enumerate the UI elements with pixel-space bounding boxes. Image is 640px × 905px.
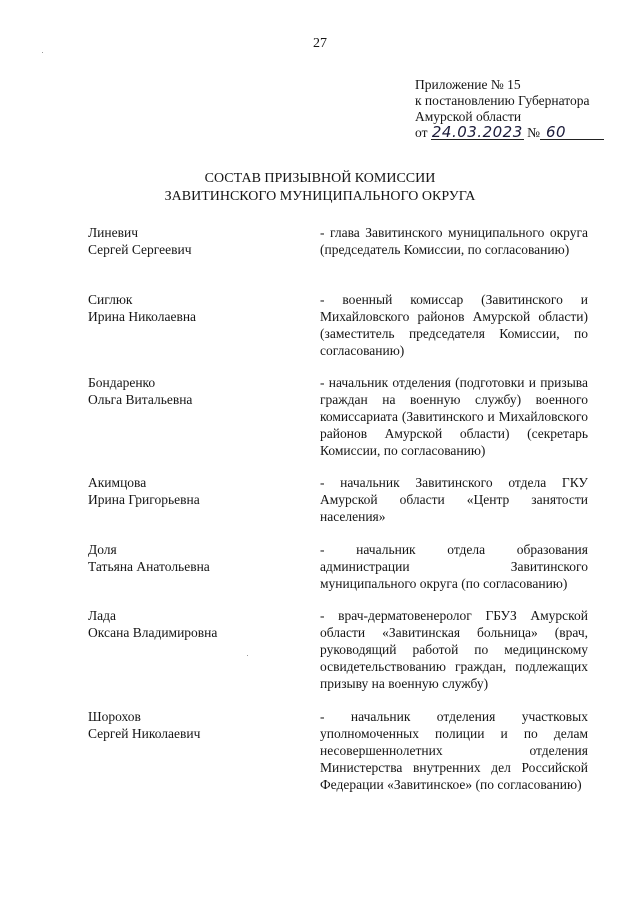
member-surname: Линевич — [88, 225, 138, 240]
member-role: - военный комиссар (Завитинского и Михайловского районов Амурской области) (заместитель председателя Комиссии, по согласованию) — [320, 292, 588, 358]
title-line-1: СОСТАВ ПРИЗЫВНОЙ КОМИССИИ — [204, 171, 436, 186]
member-name — [88, 708, 288, 742]
member-surname: Сиглюк — [88, 292, 133, 307]
annex-block — [415, 77, 615, 141]
member-given-names: Ирина Николаевна — [88, 309, 197, 324]
member-name — [88, 541, 288, 575]
annex-region-line: Амурской области — [415, 109, 522, 124]
member-surname: Доля — [88, 542, 117, 557]
page-number: 27 — [313, 36, 327, 51]
member-surname: Лада — [88, 608, 117, 623]
member-role: - врач-дерматовенеролог ГБУЗ Амурской области «Завитинская больница» (врач, руководящий работой по медицинскому освидетельствованию граждан, подлежащих призыву на военную службу) — [320, 608, 588, 691]
member-name — [88, 291, 288, 325]
title-line-2: ЗАВИТИНСКОГО МУНИЦИПАЛЬНОГО ОКРУГА — [164, 189, 476, 204]
member-role: - начальник отделения (подготовки и призыва граждан на военную службу) военного комиссариата (Завитинского и Михайловского районов Амурской области) (секретарь Комиссии, по согласованию) — [320, 375, 588, 458]
date-prefix: от — [415, 125, 428, 140]
member-name — [88, 474, 288, 508]
handwritten-number: 60 — [540, 125, 604, 140]
member-given-names: Ольга Витальевна — [88, 392, 193, 407]
member-given-names: Сергей Николаевич — [88, 726, 201, 741]
number-prefix: № — [527, 125, 541, 140]
member-name — [88, 374, 288, 408]
member-surname: Бондаренко — [88, 375, 156, 390]
annex-date-line — [415, 125, 615, 141]
scan-speck — [42, 52, 43, 53]
scan-speck — [247, 655, 248, 656]
member-surname: Акимцова — [88, 475, 147, 490]
member-given-names: Ирина Григорьевна — [88, 492, 200, 507]
document-title — [0, 170, 640, 206]
member-given-names: Оксана Владимировна — [88, 625, 218, 640]
member-role: - начальник Завитинского отдела ГКУ Амурской области «Центр занятости населения» — [320, 475, 588, 524]
member-name — [88, 607, 288, 641]
handwritten-date: 24.03.2023 — [431, 123, 523, 141]
member-given-names: Татьяна Анатольевна — [88, 559, 210, 574]
member-name — [88, 224, 288, 258]
member-role: - глава Завитинского муниципального округа (председатель Комиссии, по согласованию) — [320, 225, 588, 257]
member-given-names: Сергей Сергеевич — [88, 242, 192, 257]
member-role: - начальник отделения участковых уполномоченных полиции и по делам несовершеннолетних отделения Министерства внутренних дел Российской Федерации «Завитинское» (по согласованию) — [320, 709, 588, 792]
annex-title: Приложение № 15 — [415, 77, 521, 92]
member-surname: Шорохов — [88, 709, 141, 724]
member-role: - начальник отдела образования администрации Завитинского муниципального округа (по согласованию) — [320, 542, 588, 591]
annex-resolution-line: к постановлению Губернатора — [415, 93, 590, 108]
